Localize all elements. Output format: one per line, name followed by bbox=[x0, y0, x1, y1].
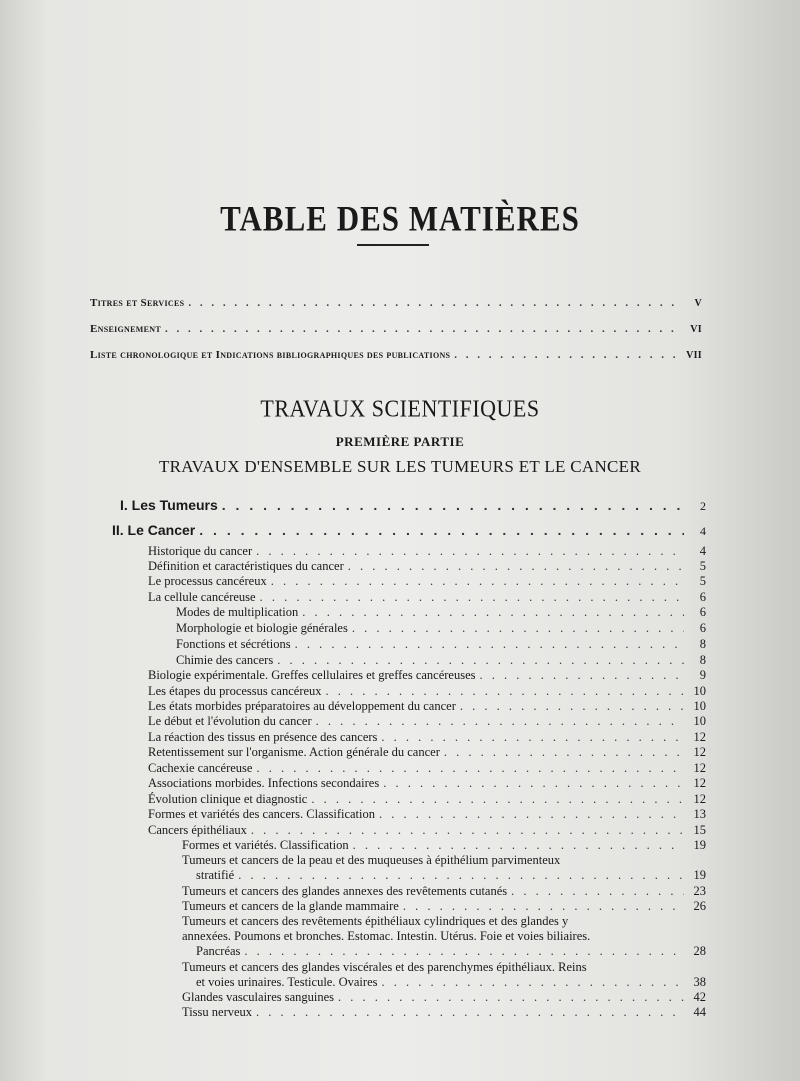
toc-entry bbox=[148, 668, 706, 683]
toc-entry bbox=[148, 776, 706, 791]
toc-label: Tissu nerveux bbox=[182, 1005, 253, 1019]
toc-label: Le processus cancéreux bbox=[148, 574, 267, 588]
toc-page: 10 bbox=[693, 684, 706, 698]
toc-label: Biologie expérimentale. Greffes cellulaires et greffes cancéreuses bbox=[148, 668, 476, 682]
leader-dots bbox=[454, 349, 680, 361]
leader-dots bbox=[403, 899, 684, 914]
toc-entry-enseignement bbox=[90, 323, 702, 335]
leader-dots bbox=[383, 776, 684, 791]
section-cancer bbox=[112, 522, 706, 539]
toc-entry-multiline bbox=[182, 960, 706, 990]
toc-entry bbox=[182, 884, 706, 899]
toc-label-line: Tumeurs et cancers des revêtements épithéliaux cylindriques et des glandes y bbox=[182, 914, 569, 928]
toc-page: 4 bbox=[699, 544, 706, 558]
toc-entry bbox=[148, 559, 706, 574]
toc-label: Associations morbides. Infections secondaires bbox=[148, 776, 380, 790]
toc-page: 12 bbox=[693, 792, 706, 806]
toc-entry bbox=[182, 838, 706, 853]
toc-entry bbox=[182, 899, 706, 914]
toc-page: 26 bbox=[693, 899, 706, 913]
toc-page: VII bbox=[686, 350, 702, 361]
leader-dots bbox=[381, 730, 684, 745]
toc-page: 12 bbox=[693, 745, 706, 759]
toc-entry-titres bbox=[90, 297, 702, 309]
toc-label: Le début et l'évolution du cancer bbox=[148, 714, 312, 728]
leader-dots bbox=[353, 838, 684, 853]
toc-entry bbox=[148, 823, 706, 838]
toc-label-line: stratifié bbox=[196, 868, 235, 882]
toc-page: 6 bbox=[699, 621, 706, 635]
toc-entry bbox=[148, 807, 706, 822]
toc-entry bbox=[148, 699, 706, 714]
leader-dots bbox=[460, 699, 684, 714]
leader-dots bbox=[256, 1005, 684, 1020]
toc-entry-multiline bbox=[182, 853, 706, 883]
toc-label: Titres et Services bbox=[90, 297, 185, 309]
toc-page: 38 bbox=[693, 975, 706, 989]
leader-dots bbox=[238, 868, 684, 883]
leader-dots bbox=[480, 668, 684, 683]
toc-entry bbox=[176, 621, 706, 636]
toc-label-line: Pancréas bbox=[196, 944, 241, 958]
toc-last-line bbox=[182, 868, 706, 883]
leader-dots bbox=[244, 944, 684, 959]
toc-label: Les étapes du processus cancéreux bbox=[148, 684, 322, 698]
toc-page: V bbox=[694, 298, 702, 309]
toc-label: Évolution clinique et diagnostic bbox=[148, 792, 308, 806]
toc-page: 12 bbox=[693, 730, 706, 744]
toc-page: 19 bbox=[693, 838, 706, 852]
leader-dots bbox=[381, 975, 684, 990]
toc-entry bbox=[182, 1005, 706, 1020]
leader-dots bbox=[316, 714, 684, 729]
toc-label: Retentissement sur l'organisme. Action générale du cancer bbox=[148, 745, 440, 759]
leader-dots bbox=[188, 297, 680, 309]
toc-label: Glandes vasculaires sanguines bbox=[182, 990, 335, 1004]
leader-dots bbox=[251, 823, 684, 838]
toc-entry bbox=[148, 590, 706, 605]
toc-page: 13 bbox=[693, 807, 706, 821]
toc-label-line: et voies urinaires. Testicule. Ovaires bbox=[196, 975, 378, 989]
leader-dots bbox=[379, 807, 684, 822]
toc-label: Les états morbides préparatoires au développement du cancer bbox=[148, 699, 456, 713]
toc-entry bbox=[182, 990, 706, 1005]
toc-label: Morphologie et biologie générales bbox=[176, 621, 348, 635]
leader-dots bbox=[277, 653, 684, 668]
leader-dots bbox=[256, 544, 684, 559]
toc-entry bbox=[148, 730, 706, 745]
leader-dots bbox=[222, 497, 684, 513]
leader-dots bbox=[295, 637, 684, 652]
toc-label: Chimie des cancers bbox=[176, 653, 274, 667]
toc-label: Tumeurs et cancers de la glande mammaire bbox=[182, 899, 399, 913]
toc-entry bbox=[148, 714, 706, 729]
leader-dots bbox=[199, 522, 684, 538]
toc-entry bbox=[148, 792, 706, 807]
toc-entry bbox=[176, 605, 706, 620]
toc-page: 10 bbox=[693, 714, 706, 728]
toc-page: 5 bbox=[699, 574, 706, 588]
toc-page: 12 bbox=[693, 776, 706, 790]
section-tumeurs bbox=[120, 497, 706, 514]
leader-dots bbox=[338, 990, 684, 1005]
toc-page: 28 bbox=[693, 944, 706, 958]
toc-entry bbox=[148, 574, 706, 589]
section-page: 2 bbox=[700, 499, 706, 513]
part-title: TRAVAUX D'ENSEMBLE SUR LES TUMEURS ET LE CANCER bbox=[158, 457, 642, 476]
leader-dots bbox=[165, 323, 680, 335]
toc-entry bbox=[176, 653, 706, 668]
leader-dots bbox=[348, 559, 684, 574]
section-label: I. Les Tumeurs bbox=[120, 497, 218, 513]
toc-page: 9 bbox=[699, 668, 706, 682]
toc-page: 12 bbox=[693, 761, 706, 775]
toc-label: Enseignement bbox=[90, 323, 161, 335]
leader-dots bbox=[444, 745, 684, 760]
toc-page: 15 bbox=[693, 823, 706, 837]
toc-page: 6 bbox=[699, 590, 706, 604]
part-heading: PREMIÈRE PARTIE bbox=[335, 434, 465, 449]
toc-entry bbox=[148, 544, 706, 559]
leader-dots bbox=[256, 761, 684, 776]
toc-label: Cancers épithéliaux bbox=[148, 823, 247, 837]
toc-page: 10 bbox=[693, 699, 706, 713]
toc-label: La cellule cancéreuse bbox=[148, 590, 256, 604]
toc-page: 19 bbox=[693, 868, 706, 882]
toc-page: 8 bbox=[699, 637, 706, 651]
leader-dots bbox=[302, 605, 684, 620]
toc-label: Définition et caractéristiques du cancer bbox=[148, 559, 344, 573]
toc-page: 42 bbox=[693, 990, 706, 1004]
leader-dots bbox=[511, 884, 684, 899]
toc-page: VI bbox=[690, 324, 702, 335]
leader-dots bbox=[326, 684, 684, 699]
toc-entry bbox=[148, 684, 706, 699]
toc-label: Liste chronologique et Indications bibliographiques des publications bbox=[90, 349, 451, 361]
toc-label: Formes et variétés. Classification bbox=[182, 838, 349, 852]
toc-entry-liste bbox=[90, 349, 702, 361]
toc-page: 5 bbox=[699, 559, 706, 573]
toc-label-line: Tumeurs et cancers des glandes viscérales et des parenchymes épithéliaux. Reins bbox=[182, 960, 587, 974]
title-rule bbox=[357, 244, 429, 246]
toc-label: Fonctions et sécrétions bbox=[176, 637, 291, 651]
leader-dots bbox=[311, 792, 684, 807]
leader-dots bbox=[260, 590, 684, 605]
toc-page: 6 bbox=[699, 605, 706, 619]
leader-dots bbox=[271, 574, 684, 589]
toc-label: Tumeurs et cancers des glandes annexes des revêtements cutanés bbox=[182, 884, 508, 898]
toc-entry bbox=[148, 745, 706, 760]
leader-dots bbox=[352, 621, 684, 636]
section-label: II. Le Cancer bbox=[112, 522, 196, 538]
page-title: TABLE DES MATIÈRES bbox=[220, 198, 580, 239]
toc-entry-multiline bbox=[182, 914, 706, 959]
section-page: 4 bbox=[700, 524, 706, 538]
toc-label: Modes de multiplication bbox=[176, 605, 299, 619]
toc-page: 44 bbox=[693, 1005, 706, 1019]
toc-label-line: annexées. Poumons et bronches. Estomac. Intestin. Utérus. Foie et voies biliaires. bbox=[182, 929, 591, 943]
toc-last-line bbox=[182, 975, 706, 990]
toc-label: Formes et variétés des cancers. Classification bbox=[148, 807, 376, 821]
toc-page: 8 bbox=[699, 653, 706, 667]
toc-label: Cachexie cancéreuse bbox=[148, 761, 253, 775]
toc-label: Historique du cancer bbox=[148, 544, 253, 558]
toc-label-line: Tumeurs et cancers de la peau et des muqueuses à épithélium parvimenteux bbox=[182, 853, 561, 867]
toc-page: 23 bbox=[693, 884, 706, 898]
toc-label: La réaction des tissus en présence des cancers bbox=[148, 730, 378, 744]
toc-entry bbox=[148, 761, 706, 776]
main-heading: TRAVAUX SCIENTIFIQUES bbox=[260, 394, 540, 423]
toc-last-line bbox=[182, 944, 706, 959]
toc-entry bbox=[176, 637, 706, 652]
